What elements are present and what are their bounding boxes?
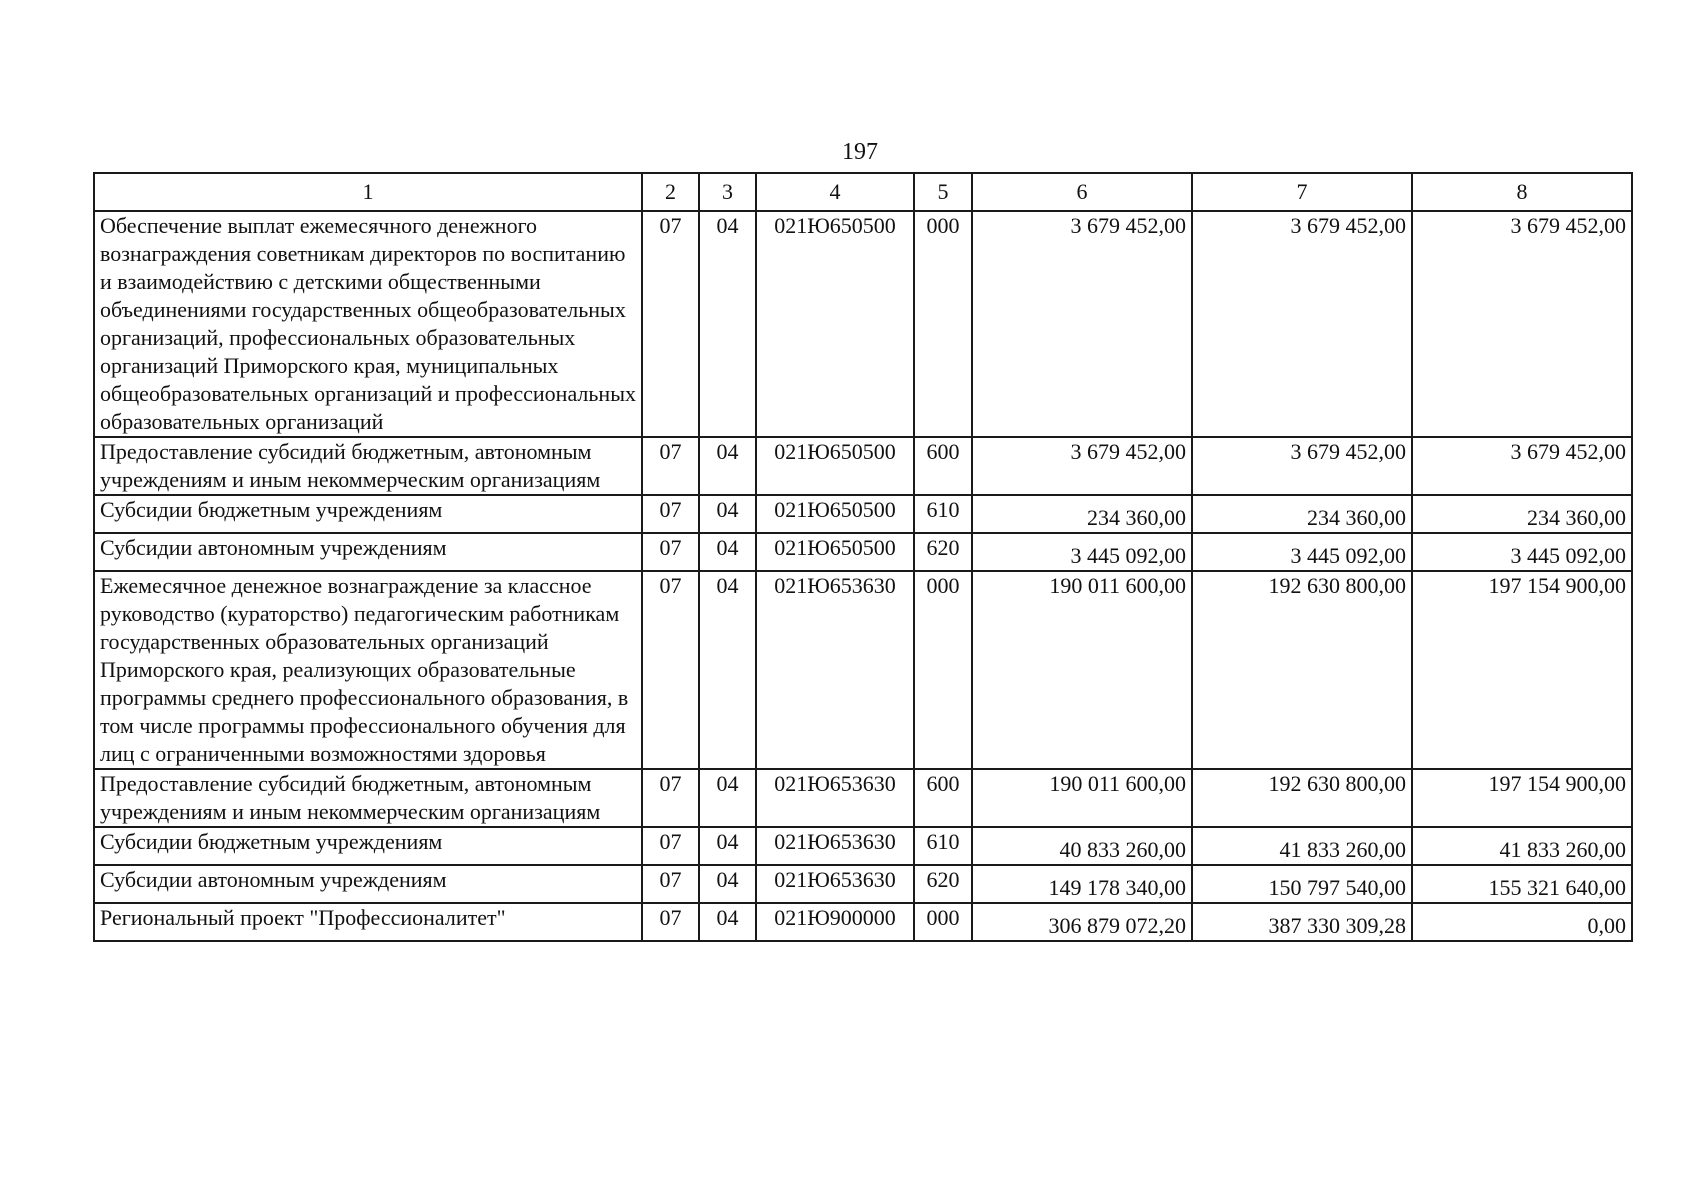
- row-amount-1: 3 679 452,00: [972, 211, 1192, 437]
- row-target-code: 021Ю650500: [756, 533, 914, 571]
- row-section: 07: [642, 495, 699, 533]
- row-target-code: 021Ю650500: [756, 211, 914, 437]
- header-cell: 7: [1192, 173, 1412, 211]
- row-target-code: 021Ю653630: [756, 827, 914, 865]
- row-amount-1: 306 879 072,20: [972, 903, 1192, 941]
- row-amount-3: 197 154 900,00: [1412, 571, 1632, 769]
- row-section: 07: [642, 533, 699, 571]
- page-number: 197: [842, 139, 878, 165]
- row-name: Субсидии бюджетным учреждениям: [94, 827, 642, 865]
- table-row: [94, 903, 1632, 941]
- row-target-code: 021Ю653630: [756, 865, 914, 903]
- table-row: [94, 495, 1632, 533]
- row-amount-1: 3 679 452,00: [972, 437, 1192, 495]
- row-amount-2: 192 630 800,00: [1192, 769, 1412, 827]
- row-expense-type: 000: [914, 903, 972, 941]
- row-subsection: 04: [699, 211, 756, 437]
- row-target-code: 021Ю653630: [756, 571, 914, 769]
- row-amount-3: 41 833 260,00: [1412, 827, 1632, 865]
- table-row: [94, 437, 1632, 495]
- header-cell: 8: [1412, 173, 1632, 211]
- row-amount-3: 234 360,00: [1412, 495, 1632, 533]
- row-name: Предоставление субсидий бюджетным, автономным учреждениям и иным некоммерческим организациям: [94, 437, 642, 495]
- row-section: 07: [642, 437, 699, 495]
- row-expense-type: 000: [914, 571, 972, 769]
- row-amount-2: 3 445 092,00: [1192, 533, 1412, 571]
- row-subsection: 04: [699, 769, 756, 827]
- table-row: [94, 769, 1632, 827]
- row-amount-3: 3 679 452,00: [1412, 211, 1632, 437]
- row-name: Ежемесячное денежное вознаграждение за классное руководство (кураторство) педагогическим работникам государственных образовательных организаций Приморского края, реализующих образовательные программы среднего профессионального образования, в том числе программы профессионального обучения для лиц с ограниченными возможностями здоровья: [94, 571, 642, 769]
- row-section: 07: [642, 769, 699, 827]
- row-section: 07: [642, 571, 699, 769]
- row-amount-2: 3 679 452,00: [1192, 211, 1412, 437]
- table-row: [94, 827, 1632, 865]
- row-amount-3: 0,00: [1412, 903, 1632, 941]
- row-expense-type: 610: [914, 495, 972, 533]
- row-amount-3: 197 154 900,00: [1412, 769, 1632, 827]
- row-amount-3: 3 679 452,00: [1412, 437, 1632, 495]
- row-amount-3: 3 445 092,00: [1412, 533, 1632, 571]
- header-cell: 5: [914, 173, 972, 211]
- row-amount-2: 150 797 540,00: [1192, 865, 1412, 903]
- row-amount-1: 190 011 600,00: [972, 571, 1192, 769]
- row-amount-2: 3 679 452,00: [1192, 437, 1412, 495]
- row-expense-type: 600: [914, 769, 972, 827]
- header-cell: 2: [642, 173, 699, 211]
- row-name: Субсидии автономным учреждениям: [94, 533, 642, 571]
- row-section: 07: [642, 865, 699, 903]
- table-row: [94, 865, 1632, 903]
- row-amount-2: 41 833 260,00: [1192, 827, 1412, 865]
- row-subsection: 04: [699, 437, 756, 495]
- row-subsection: 04: [699, 903, 756, 941]
- header-cell: 4: [756, 173, 914, 211]
- row-name: Субсидии бюджетным учреждениям: [94, 495, 642, 533]
- row-amount-1: 40 833 260,00: [972, 827, 1192, 865]
- row-subsection: 04: [699, 865, 756, 903]
- row-target-code: 021Ю900000: [756, 903, 914, 941]
- row-name: Региональный проект "Профессионалитет": [94, 903, 642, 941]
- header-cell: 1: [94, 173, 642, 211]
- row-amount-2: 387 330 309,28: [1192, 903, 1412, 941]
- table-row: [94, 571, 1632, 769]
- row-target-code: 021Ю653630: [756, 769, 914, 827]
- row-subsection: 04: [699, 533, 756, 571]
- header-cell: 3: [699, 173, 756, 211]
- row-subsection: 04: [699, 571, 756, 769]
- row-expense-type: 600: [914, 437, 972, 495]
- row-amount-1: 234 360,00: [972, 495, 1192, 533]
- row-target-code: 021Ю650500: [756, 437, 914, 495]
- table-row: [94, 211, 1632, 437]
- budget-table: [93, 172, 1633, 942]
- row-subsection: 04: [699, 827, 756, 865]
- row-amount-2: 192 630 800,00: [1192, 571, 1412, 769]
- row-name: Субсидии автономным учреждениям: [94, 865, 642, 903]
- row-amount-1: 190 011 600,00: [972, 769, 1192, 827]
- row-amount-1: 3 445 092,00: [972, 533, 1192, 571]
- row-section: 07: [642, 827, 699, 865]
- row-section: 07: [642, 903, 699, 941]
- row-section: 07: [642, 211, 699, 437]
- row-expense-type: 620: [914, 533, 972, 571]
- row-target-code: 021Ю650500: [756, 495, 914, 533]
- row-name: Предоставление субсидий бюджетным, автономным учреждениям и иным некоммерческим организациям: [94, 769, 642, 827]
- row-expense-type: 610: [914, 827, 972, 865]
- row-expense-type: 620: [914, 865, 972, 903]
- row-name: Обеспечение выплат ежемесячного денежного вознаграждения советникам директоров по воспитанию и взаимодействию с детскими общественными объединениями государственных общеобразовательных организаций, профессиональных образовательных организаций Приморского края, муниципальных общеобразовательных организаций и профессиональных образовательных организаций: [94, 211, 642, 437]
- row-subsection: 04: [699, 495, 756, 533]
- header-row: [94, 173, 1632, 211]
- row-amount-3: 155 321 640,00: [1412, 865, 1632, 903]
- row-expense-type: 000: [914, 211, 972, 437]
- header-cell: 6: [972, 173, 1192, 211]
- row-amount-1: 149 178 340,00: [972, 865, 1192, 903]
- row-amount-2: 234 360,00: [1192, 495, 1412, 533]
- table-row: [94, 533, 1632, 571]
